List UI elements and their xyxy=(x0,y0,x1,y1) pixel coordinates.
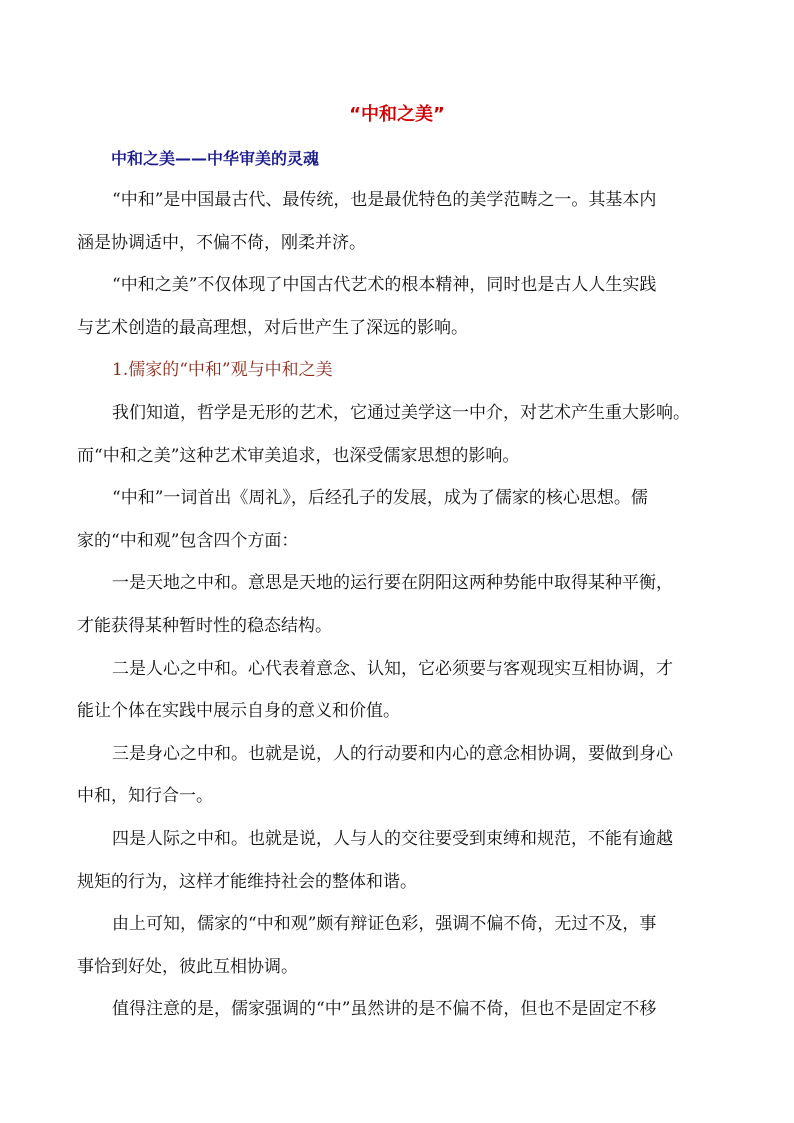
paragraph-line: 涵是协调适中，不偏不倚，刚柔并济。 xyxy=(77,233,366,253)
section-heading: 1.儒家的“中和”观与中和之美 xyxy=(112,360,333,380)
paragraph-line: 一是天地之中和。意思是天地的运行要在阴阳这两种势能中取得某种平衡， xyxy=(112,573,673,593)
paragraph-line: 我们知道，哲学是无形的艺术，它通过美学这一中介，对艺术产生重大影响。 xyxy=(112,403,690,423)
paragraph-line: 四是人际之中和。也就是说，人与人的交往要受到束缚和规范，不能有逾越 xyxy=(112,829,673,849)
paragraph-line: 规矩的行为，这样才能维持社会的整体和谐。 xyxy=(77,872,417,892)
document-title: “中和之美” xyxy=(349,104,445,125)
paragraph-line: “中和”一词首出《周礼》，后经孔子的发展，成为了儒家的核心思想。儒 xyxy=(112,488,648,508)
document-subtitle: 中和之美——中华审美的灵魂 xyxy=(111,149,320,168)
paragraph-line: 能让个体在实践中展示自身的意义和价值。 xyxy=(77,701,400,721)
paragraph-line: 由上可知，儒家的“中和观”颇有辩证色彩，强调不偏不倚，无过不及，事 xyxy=(112,914,657,934)
paragraph-line: 中和，知行合一。 xyxy=(77,786,213,806)
paragraph-line: 与艺术创造的最高理想，对后世产生了深远的影响。 xyxy=(77,318,468,338)
paragraph-line: 二是人心之中和。心代表着意念、认知，它必须要与客观现实互相协调，才 xyxy=(112,659,673,679)
paragraph-line: “中和”是中国最古代、最传统，也是最优特色的美学范畴之一。其基本内 xyxy=(112,190,657,210)
paragraph-line: 家的“中和观”包含四个方面： xyxy=(77,531,299,551)
paragraph-line: 三是身心之中和。也就是说，人的行动要和内心的意念相协调，要做到身心 xyxy=(112,744,673,764)
paragraph-line: 才能获得某种暂时性的稳态结构。 xyxy=(77,616,332,636)
paragraph-line: 事恰到好处，彼此互相协调。 xyxy=(77,957,298,977)
paragraph-line: 而“中和之美”这种艺术审美追求，也深受儒家思想的影响。 xyxy=(77,446,520,466)
paragraph-line: “中和之美”不仅体现了中国古代艺术的根本精神，同时也是古人人生实践 xyxy=(112,275,657,295)
paragraph-line: 值得注意的是，儒家强调的“中”虽然讲的是不偏不倚，但也不是固定不移 xyxy=(112,999,657,1019)
